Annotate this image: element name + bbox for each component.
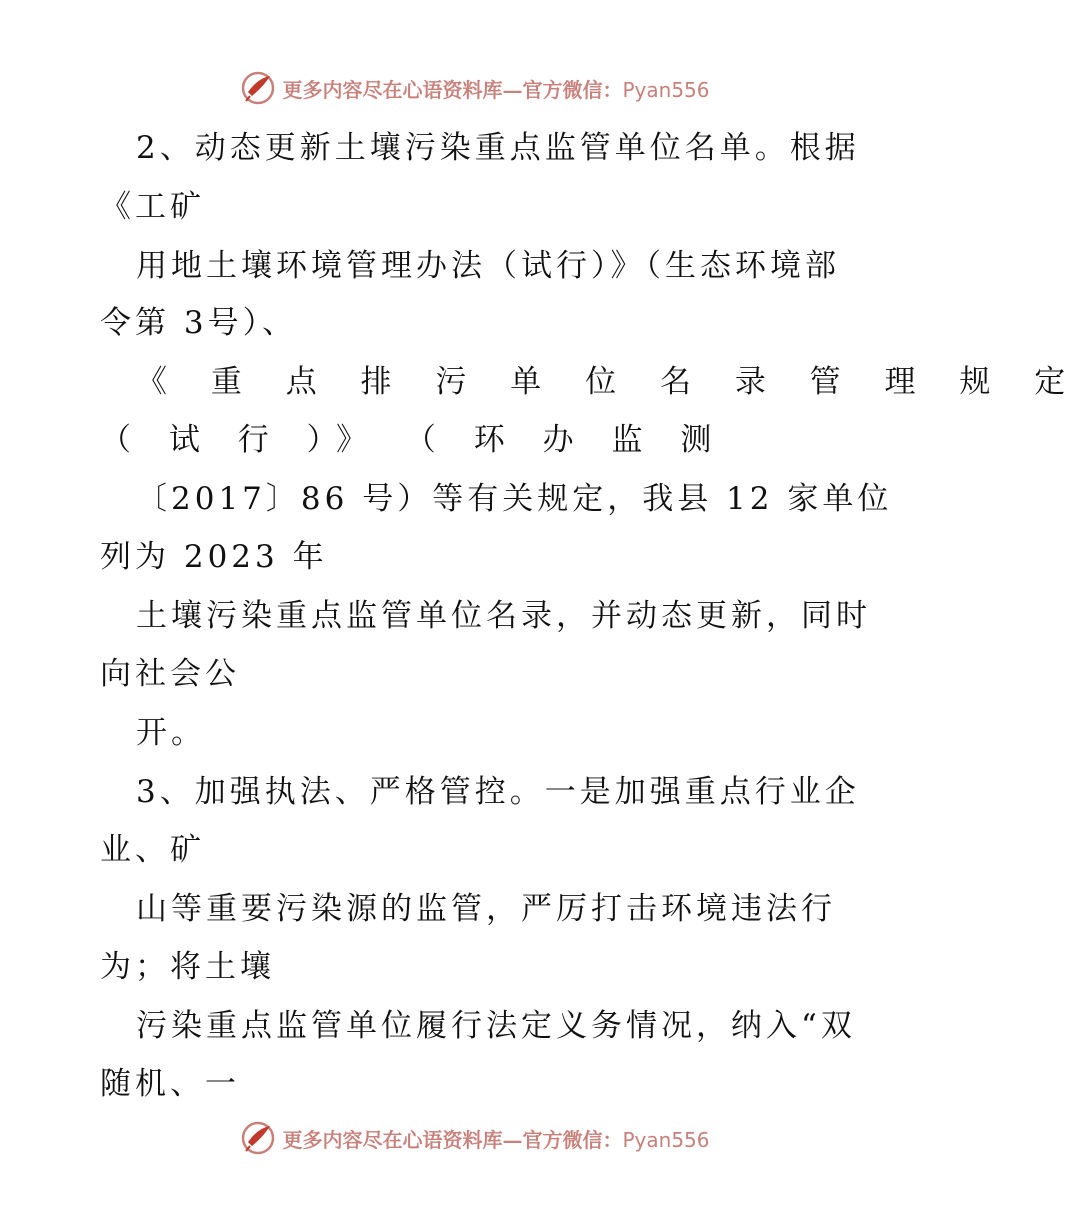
body-line-2: 《工矿 <box>100 189 205 225</box>
body-line-6: （ 试 行 ）》 （ 环 办 监 测 <box>100 422 726 458</box>
body-line-16: 污染重点监管单位履行法定义务情况，纳入“双 <box>136 1008 856 1044</box>
body-line-7: 〔2017〕86 号）等有关规定，我县 12 家单位 <box>136 481 893 517</box>
body-line-11: 开。 <box>136 715 206 751</box>
footer-banner-id: Pyan556 <box>622 1127 710 1152</box>
body-line-1: 2、动态更新土壤污染重点监管单位名单。根据 <box>136 130 860 166</box>
body-line-17: 随机、一 <box>100 1066 240 1102</box>
body-line-3: 用地土壤环境管理办法（试行）》（生态环境部 <box>136 248 840 284</box>
body-line-12: 3、加强执法、严格管控。一是加强重点行业企 <box>136 774 860 810</box>
body-line-13: 业、矿 <box>100 832 205 868</box>
footer-banner-text: 更多内容尽在心语资料库—官方微信：Pyan556 <box>282 1127 710 1152</box>
body-line-8: 列为 2023 年 <box>100 539 328 575</box>
quill-logo-icon <box>240 70 276 106</box>
quill-logo-icon <box>240 1120 276 1156</box>
body-line-10: 向社会公 <box>100 656 240 692</box>
body-line-9: 土壤污染重点监管单位名录，并动态更新，同时 <box>136 598 871 634</box>
header-banner-text: 更多内容尽在心语资料库—官方微信：Pyan556 <box>282 77 710 102</box>
body-line-4: 令第 3号）、 <box>100 305 298 341</box>
header-banner-id: Pyan556 <box>622 77 710 102</box>
body-line-5: 《 重 点 排 污 单 位 名 录 管 理 规 定 <box>136 364 1082 400</box>
header-banner <box>0 68 950 108</box>
footer-banner <box>0 1118 950 1158</box>
body-line-15: 为；将土壤 <box>100 949 275 985</box>
body-line-14: 山等重要污染源的监管，严厉打击环境违法行 <box>136 891 836 927</box>
